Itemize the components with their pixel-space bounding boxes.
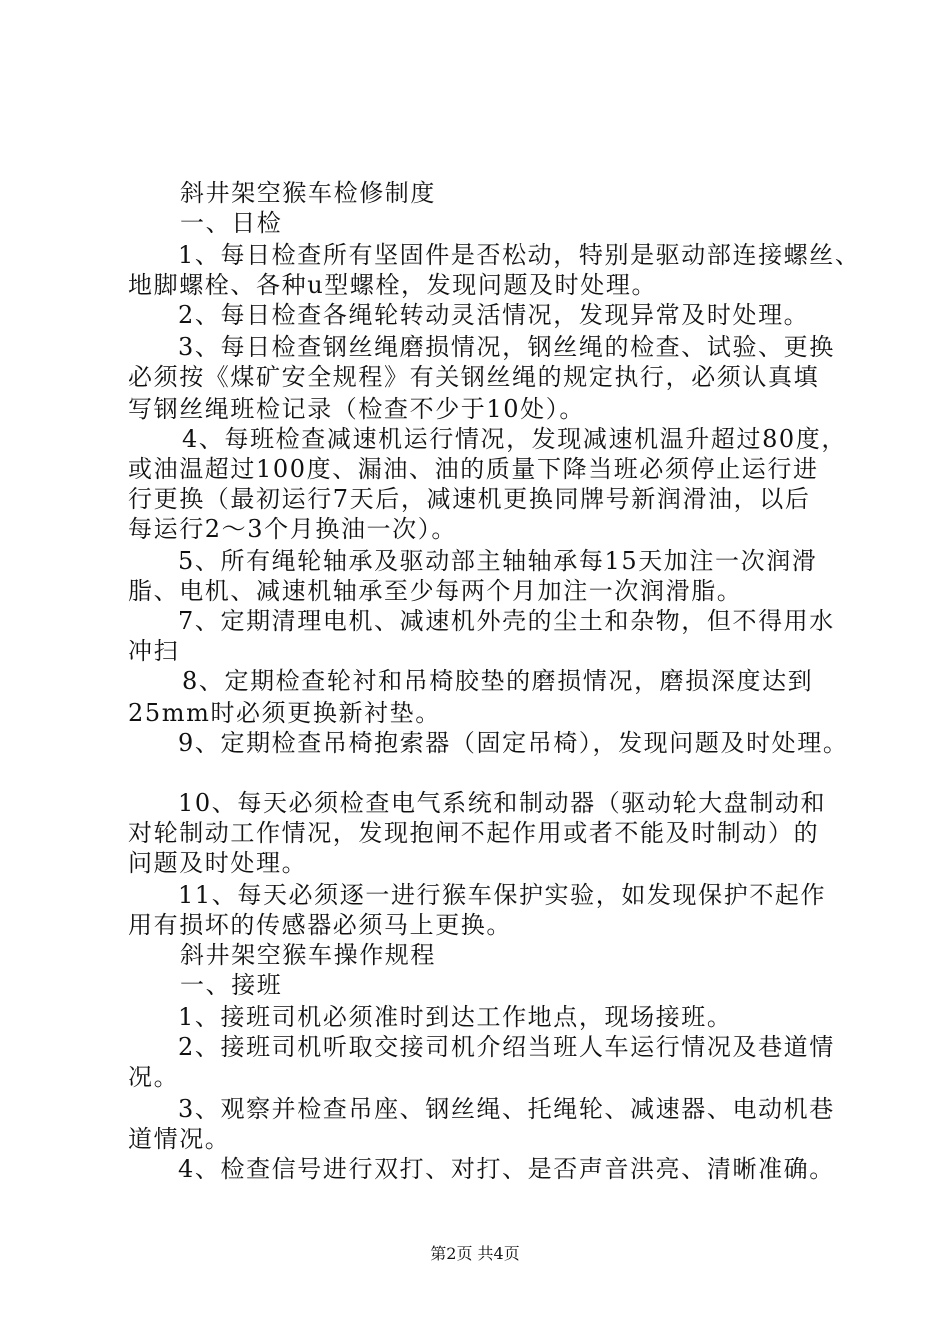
- paragraph-line: 25mm时必须更换新衬垫。: [128, 699, 441, 727]
- paragraph-line: 2、每日检查各绳轮转动灵活情况，发现异常及时处理。: [178, 301, 810, 329]
- paragraph-line: 8、定期检查轮衬和吊椅胶垫的磨损情况，磨损深度达到: [182, 667, 814, 695]
- paragraph-line: 地脚螺栓、各种u型螺栓，发现问题及时处理。: [128, 271, 658, 299]
- paragraph-line: 问题及时处理。: [128, 849, 308, 877]
- paragraph-line: 5、所有绳轮轴承及驱动部主轴轴承每15天加注一次润滑: [178, 547, 818, 575]
- paragraph-line: 10、每天必须检查电气系统和制动器（驱动轮大盘制动和: [178, 789, 827, 817]
- paragraph-line: 1、接班司机必须准时到达工作地点，现场接班。: [178, 1003, 733, 1031]
- paragraph-line: 道情况。: [128, 1125, 231, 1153]
- subsection-heading-shift-handover: 一、接班: [180, 971, 283, 999]
- paragraph-line: 对轮制动工作情况，发现抱闸不起作用或者不能及时制动）的: [128, 819, 820, 847]
- paragraph-line: 冲扫: [128, 637, 180, 665]
- page-number-footer: 第2页 共4页: [430, 1244, 520, 1263]
- paragraph-line: 4、每班检查减速机运行情况，发现减速机温升超过80度，: [182, 425, 848, 453]
- paragraph-line: 必须按《煤矿安全规程》有关钢丝绳的规定执行，必须认真填: [128, 363, 820, 391]
- section-title-operation: 斜井架空猴车操作规程: [180, 941, 436, 969]
- paragraph-line: 或油温超过100度、漏油、油的质量下降当班必须停止运行进: [128, 455, 819, 483]
- paragraph-line: 11、每天必须逐一进行猴车保护实验，如发现保护不起作: [178, 881, 827, 909]
- paragraph-line: 4、检查信号进行双打、对打、是否声音洪亮、清晰准确。: [178, 1155, 835, 1183]
- paragraph-line: 7、定期清理电机、减速机外壳的尘土和杂物，但不得用水: [178, 607, 835, 635]
- paragraph-line: 写钢丝绳班检记录（检查不少于10处）。: [128, 395, 585, 423]
- paragraph-line: 况。: [128, 1063, 180, 1091]
- paragraph-line: 9、定期检查吊椅抱索器（固定吊椅），发现问题及时处理。: [178, 729, 849, 757]
- paragraph-line: 行更换（最初运行7天后，减速机更换同牌号新润滑油，以后: [128, 485, 811, 513]
- paragraph-line: 用有损坏的传感器必须马上更换。: [128, 911, 512, 939]
- paragraph-line: 每运行2～3个月换油一次）。: [128, 515, 457, 543]
- paragraph-line: 3、每日检查钢丝绳磨损情况，钢丝绳的检查、试验、更换: [178, 333, 835, 361]
- paragraph-line: 1、每日检查所有坚固件是否松动，特别是驱动部连接螺丝、: [178, 241, 861, 269]
- section-title-maintenance: 斜井架空猴车检修制度: [180, 179, 436, 207]
- paragraph-line: 脂、电机、减速机轴承至少每两个月加注一次润滑脂。: [128, 577, 743, 605]
- paragraph-line: 3、观察并检查吊座、钢丝绳、托绳轮、减速器、电动机巷: [178, 1095, 835, 1123]
- paragraph-line: 2、接班司机听取交接司机介绍当班人车运行情况及巷道情: [178, 1033, 835, 1061]
- subsection-heading-daily-check: 一、日检: [180, 209, 283, 237]
